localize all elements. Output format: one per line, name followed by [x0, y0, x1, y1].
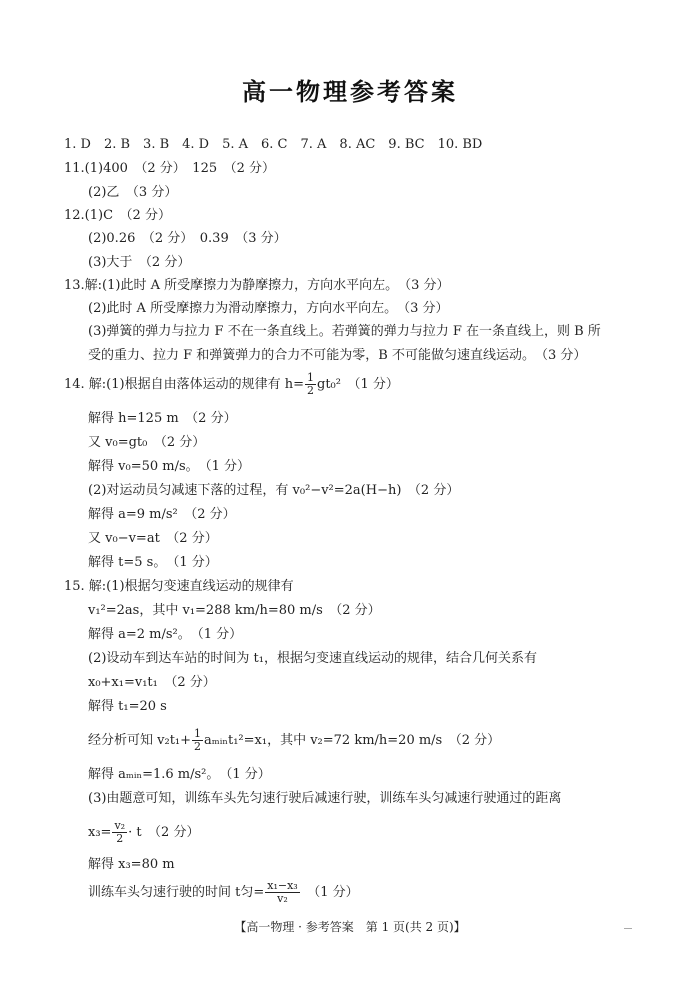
- answer-line: x₃= $\frac{\text{v₂}}{2}$ · t （2 分）: [88, 819, 200, 845]
- answer-line: 解得 t₁=20 s: [88, 699, 167, 714]
- answer-line: (2)对运动员匀减速下落的过程，有 v₀²−v²=2a(H−h) （2 分）: [88, 483, 460, 498]
- answer-line: 12.(1)C （2 分）: [64, 208, 171, 223]
- answer-line: v₁²=2as，其中 v₁=288 km/h=80 m/s （2 分）: [88, 603, 381, 618]
- answer-line: 又 v₀−v=at （2 分）: [88, 531, 218, 546]
- answer-line: 解得 a=9 m/s² （2 分）: [88, 507, 236, 522]
- fraction: $\frac{1}{2}$: [194, 727, 202, 753]
- answer-line: (2)设动车到达车站的时间为 t₁，根据匀变速直线运动的规律，结合几何关系有: [88, 651, 537, 666]
- answer-line: 又 v₀=gt₀ （2 分）: [88, 435, 206, 450]
- answer-line: 解得 x₃=80 m: [88, 857, 175, 872]
- answer-line: 1. D 2. B 3. B 4. D 5. A 6. C 7. A 8. AC 9. BC 10. BD: [64, 137, 483, 152]
- answer-line: (2)0.26 （2 分） 0.39 （3 分）: [88, 231, 287, 246]
- answer-line: 解得 v₀=50 m/s。 （1 分）: [88, 459, 251, 474]
- corner-mark: [624, 928, 632, 929]
- answer-line: x₀+x₁=v₁t₁ （2 分）: [88, 675, 216, 690]
- fraction: $\frac{\text{x₁−x₃}}{\text{v₂}}$: [267, 879, 298, 905]
- answer-line: 15. 解:(1)根据匀变速直线运动的规律有: [64, 579, 294, 594]
- answer-line: 11.(1)400 （2 分） 125 （2 分）: [64, 161, 276, 176]
- answer-line: (3)大于 （2 分）: [88, 255, 191, 270]
- answer-line: 受的重力、拉力 F 和弹簧弹力的合力不可能为零，B 不可能做匀速直线运动。 （3 分）: [88, 348, 587, 363]
- answer-line: (2)乙 （3 分）: [88, 185, 178, 200]
- answer-line: 训练车头匀速行驶的时间 t匀= $\frac{\text{x₁−x₃}}{\text{v₂}}$ （1 分）: [88, 879, 359, 905]
- page-title: 高一物理参考答案: [242, 78, 458, 106]
- answer-line: (3)弹簧的弹力与拉力 F 不在一条直线上。若弹簧的弹力与拉力 F 在一条直线上，则 B 所: [88, 324, 601, 339]
- fraction: $\frac{\text{v₂}}{2}$: [114, 819, 126, 845]
- answer-line: 解得 h=125 m （2 分）: [88, 411, 237, 426]
- answer-line: 13.解:(1)此时 A 所受摩擦力为静摩擦力，方向水平向左。 （3 分）: [64, 278, 450, 293]
- answer-line: 解得 aₘᵢₙ=1.6 m/s²。 （1 分）: [88, 767, 271, 782]
- answer-line: 解得 t=5 s。 （1 分）: [88, 555, 218, 570]
- answer-line: (2)此时 A 所受摩擦力为滑动摩擦力，方向水平向左。 （3 分）: [88, 301, 449, 316]
- answer-line: (3)由题意可知，训练车头先匀速行驶后减速行驶，训练车头匀减速行驶通过的距离: [88, 791, 562, 806]
- answer-line: 14. 解:(1)根据自由落体运动的规律有 h= $\frac{1}{2}$ gt₀² （1 分）: [64, 371, 399, 397]
- page-footer: 【高一物理 · 参考答案 第 1 页(共 2 页)】: [234, 920, 466, 934]
- fraction: $\frac{1}{2}$: [307, 371, 314, 397]
- answer-line: 经分析可知 v₂t₁+ $\frac{1}{2}$ aₘᵢₙt₁²=x₁，其中 v₂=72 km/h=20 m/s （2 分）: [88, 727, 501, 753]
- answer-line: 解得 a=2 m/s²。 （1 分）: [88, 627, 243, 642]
